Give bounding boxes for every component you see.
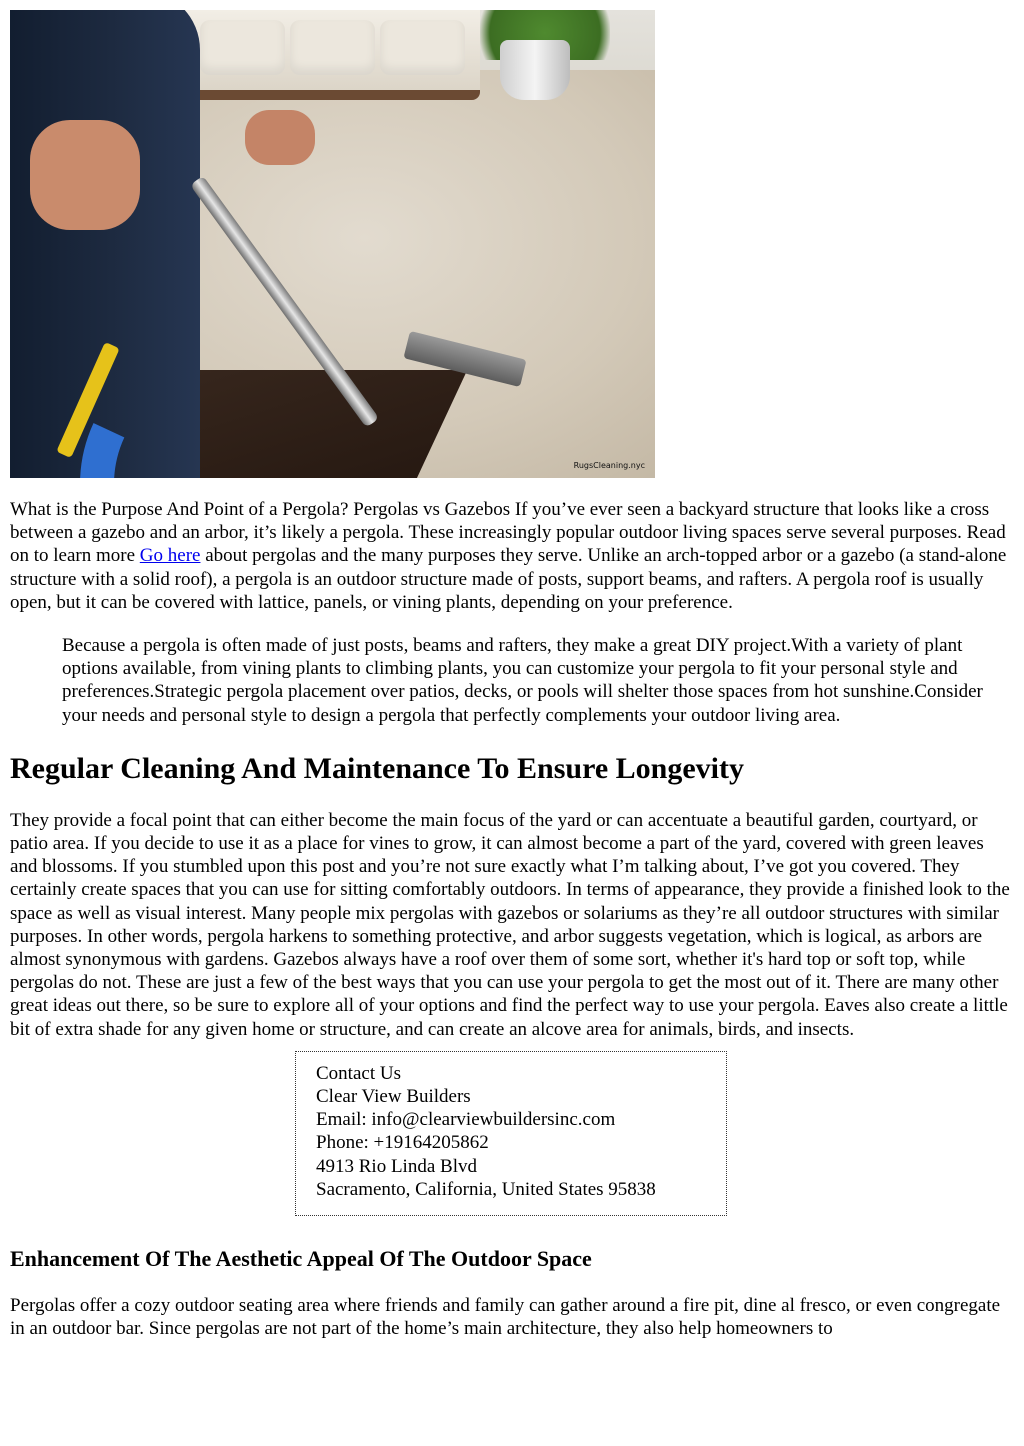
article [10, 10, 1014, 1340]
cleaning-heading: Regular Cleaning And Maintenance To Ensure Longevity [10, 751, 745, 785]
outdoor-paragraph: Pergolas offer a cozy outdoor seating area where friends and family can gather around a fire pit, dine al fresco, or even congregate in an outdoor bar. Since pergolas are not part of the home’s main architecture, they also help homeowners to [10, 1295, 1001, 1340]
carpet-cleaning-photo [10, 10, 655, 478]
contact-email: Email: info@clearviewbuildersinc.com [316, 1109, 616, 1131]
photo-sofa-cushion [200, 20, 285, 75]
photo-plant-pot [500, 40, 570, 100]
photo-sofa-cushion [380, 20, 465, 75]
pergola-blockquote: Because a pergola is often made of just posts, beams and rafters, they make a great DIY project.With a variety of plant options available, from vining plants to climbing plants, you can customize your pergola to fit your personal style and preferences.Strategic pergola placement over patios, decks, or pools will shelter those spaces from hot sunshine.Consider your needs and personal style to design a pergola that perfectly complements your outdoor living area. [62, 635, 983, 726]
contact-box [295, 1051, 727, 1216]
contact-phone: Phone: +19164205862 [316, 1132, 489, 1154]
contact-title: Contact Us [316, 1062, 401, 1084]
contact-company: Clear View Builders [316, 1086, 471, 1108]
photo-watermark: RugsCleaning.nyc [573, 461, 645, 470]
photo-sofa-cushion [290, 20, 375, 75]
intro-text-start: What is the Purpose And Point of a Pergola? Pergolas vs Gazebos If you’ve ever seen a backyard structure that looks like a cross between a gazebo and an arbor, it’s likely a pergola. These increasingly popular outdoor living spaces serve several purposes. Read on to learn more [10, 499, 1006, 567]
outdoor-heading: Enhancement Of The Aesthetic Appeal Of The Outdoor Space [10, 1246, 592, 1272]
contact-street: 4913 Rio Linda Blvd [316, 1155, 477, 1177]
photo-sofa [180, 10, 480, 100]
cleaning-paragraph: They provide a focal point that can either become the main focus of the yard or can accentuate a beautiful garden, courtyard, or patio area. If you decide to use it as a place for vines to grow, it can almost become a part of the yard, covered with green leaves and blossoms. If you stumbled upon this post and you’re not sure exactly what I’m talking about, I’ve got you covered. They certainly create spaces that you can use for sitting comfortably outdoors. In terms of appearance, they provide a finished look to the space as well as visual interest. Many people mix pergolas with gazebos or solariums as they’re all outdoor structures with similar purposes. In other words, pergola harkens to something protective, and arbor suggests vegetation, which is logical, as arbors are almost synonymous with gardens. Gazebos always have a roof over them of some sort, whether it's hard top or soft top, while pergolas do not. These are just a few of the best ways that you can use your pergola to get the most out of it. There are many other great ideas out there, so be sure to explore all of your options and find the perfect way to use your pergola. Eaves also create a little bit of extra shade for any given home or structure, and can create an alcove area for animals, birds, and insects. [10, 809, 1010, 1040]
intro-text-end: about pergolas and the many purposes they serve. Unlike an arch-topped arbor or a gazebo (a stand-alone structure with a solid roof), a pergola is an outdoor structure made of posts, support beams, and rafters. A pergola roof is usually open, but it can be covered with lattice, panels, or vining plants, depending on your preference. [10, 545, 1007, 613]
photo-worker-hand [245, 110, 315, 165]
contact-city: Sacramento, California, United States 95838 [316, 1178, 656, 1200]
photo-worker-arm [30, 120, 140, 230]
go-here-link[interactable]: Go here [139, 545, 201, 567]
intro-paragraph [10, 498, 1014, 614]
